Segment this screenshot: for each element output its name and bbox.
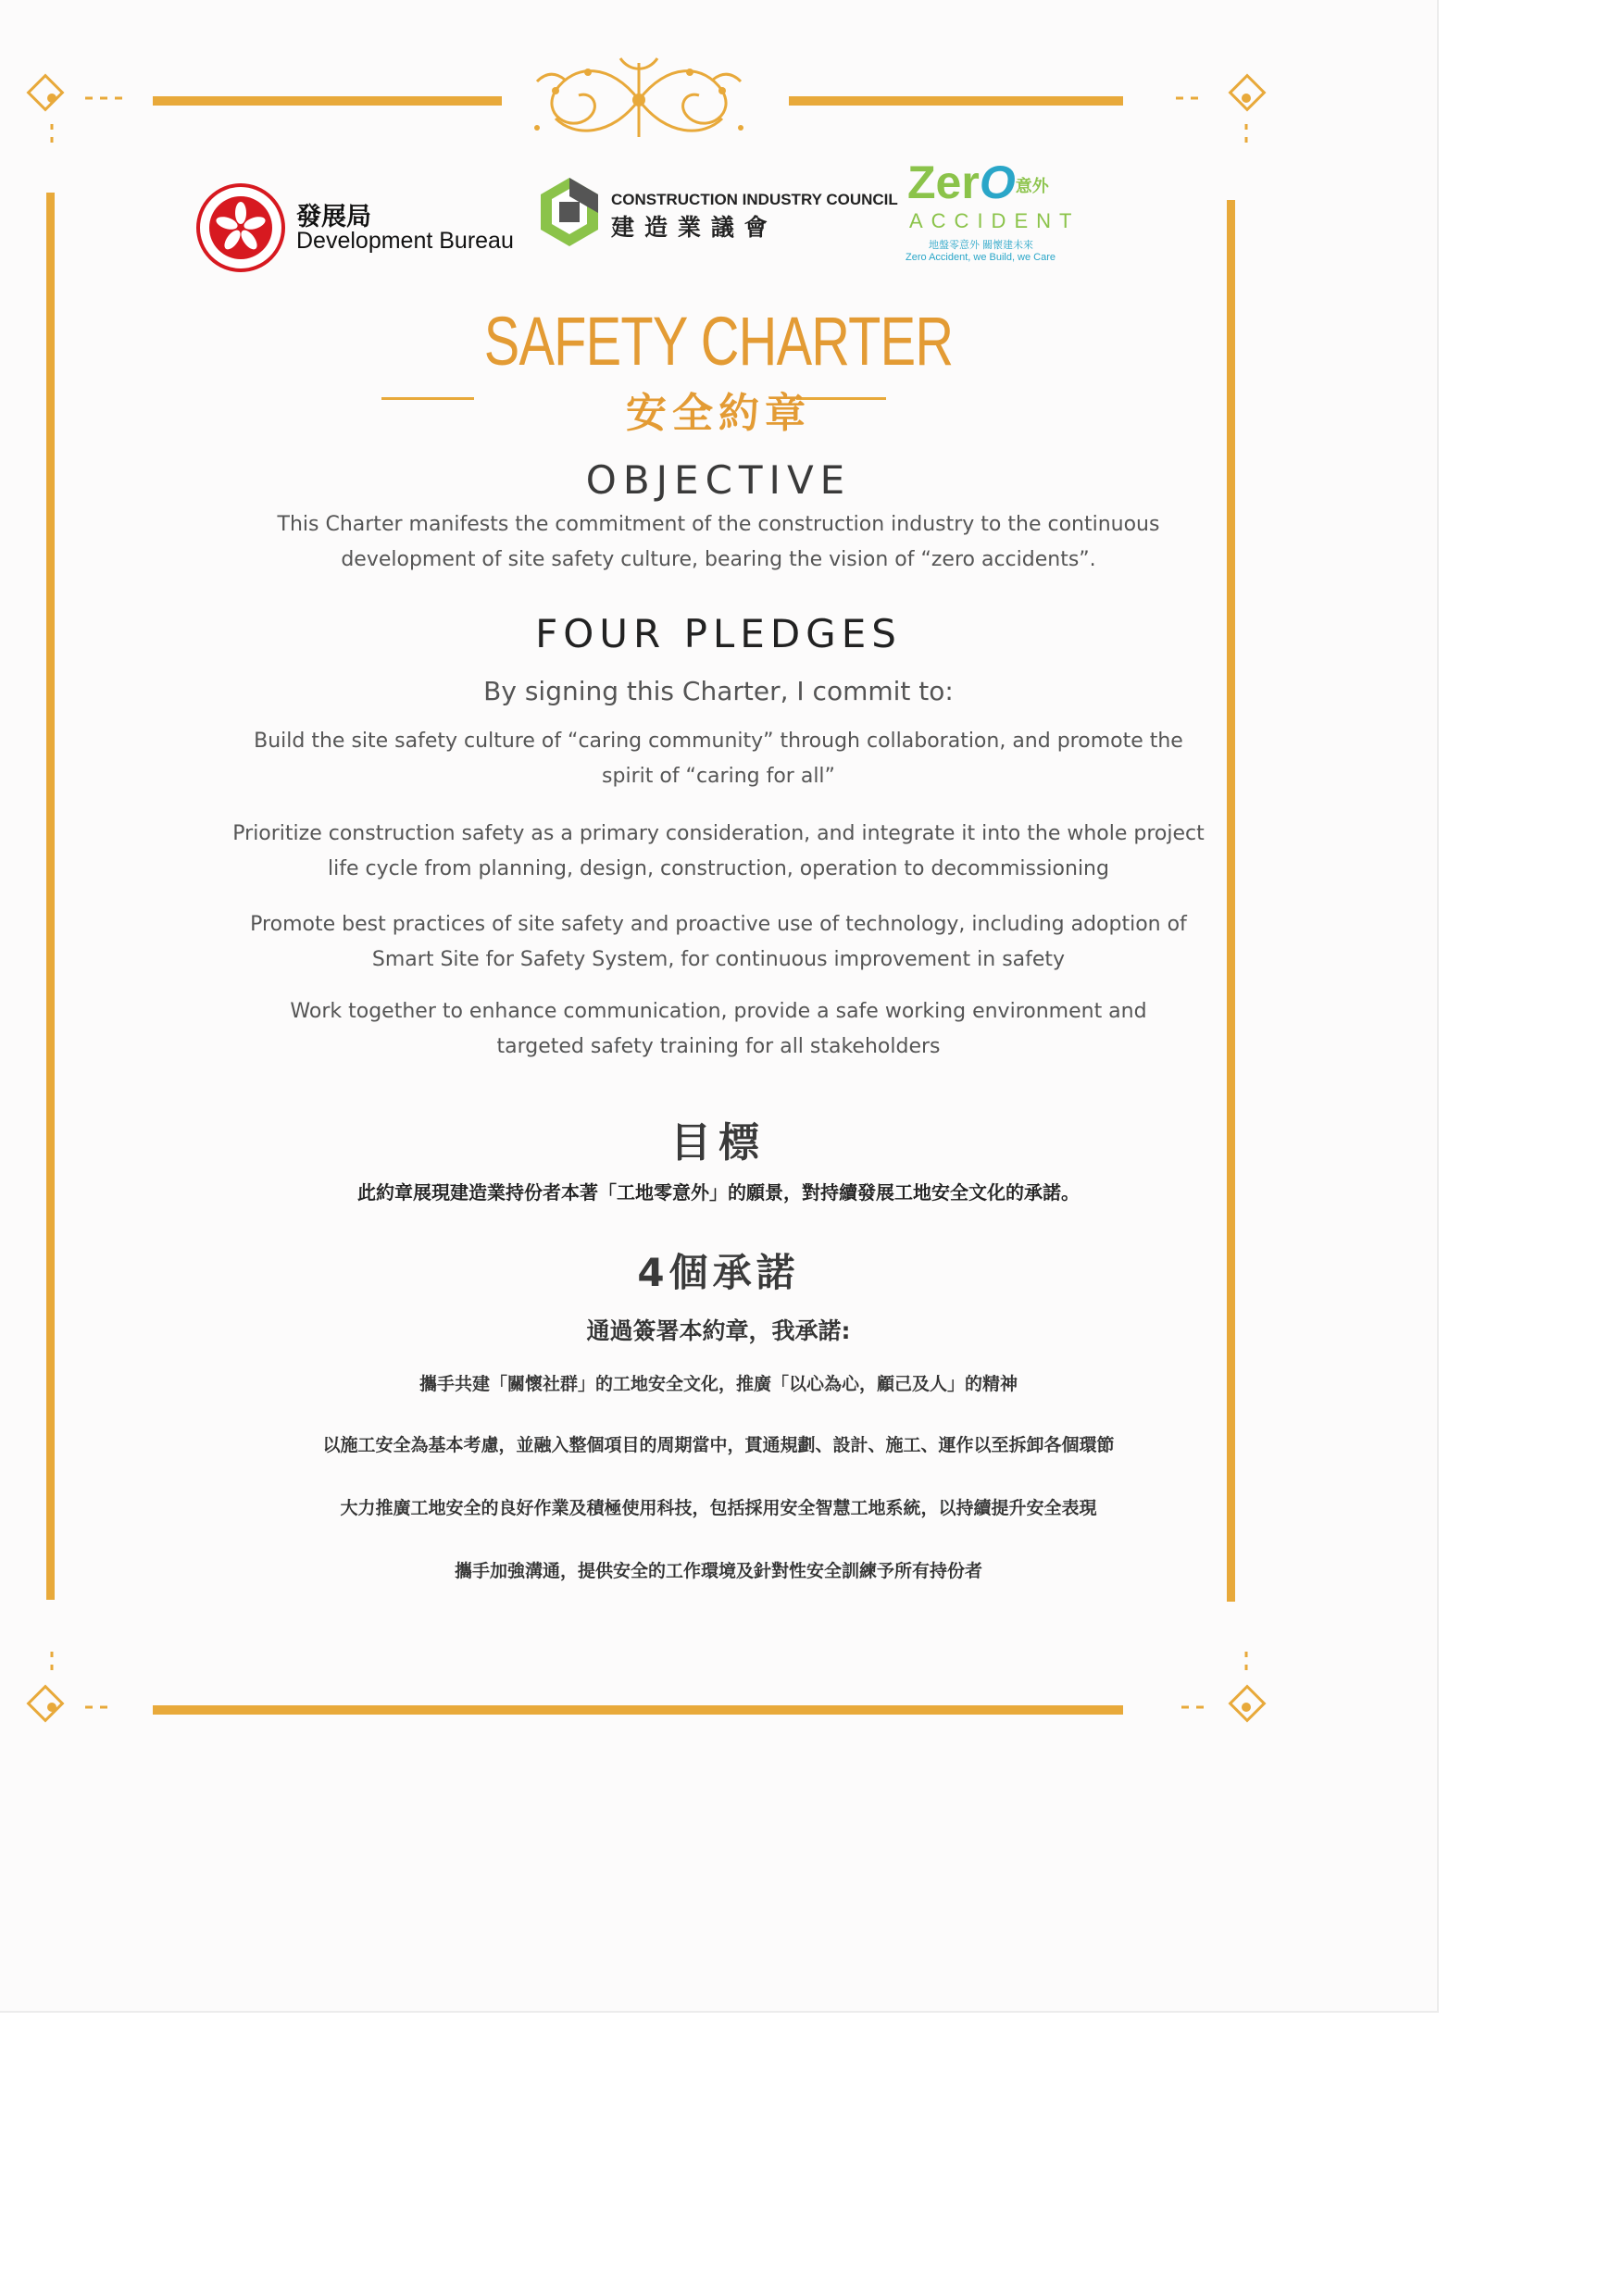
floral-ornament-icon <box>518 44 759 156</box>
title-en: SAFETY CHARTER <box>483 303 954 380</box>
pledge-item <box>0 724 1437 794</box>
pledge-item-zh: 大力推廣工地安全的良好作業及積極使用科技，包括採用安全智慧工地系統，以持續提升安全表現 <box>340 1498 1097 1518</box>
pledges-intro: By signing this Charter, I commit to: <box>483 676 954 706</box>
pledge-line: Work together to enhance communication, provide a safe working environment and <box>290 1000 1147 1023</box>
zero-tag-zh: 意外 <box>1015 176 1049 195</box>
bottom-rule <box>153 1705 1123 1715</box>
objective-line: development of site safety culture, bearing the vision of “zero accidents”. <box>341 548 1096 571</box>
devb-name-en: Development Bureau <box>296 228 514 254</box>
corner-diamond-icon <box>1157 1641 1278 1733</box>
pledge-line: Promote best practices of site safety and proactive use of technology, including adoption of <box>250 913 1187 936</box>
pledge-item-zh: 攜手共建「關懷社群」的工地安全文化，推廣「以心為心，顧己及人」的精神 <box>418 1374 1018 1394</box>
pledge-line: life cycle from planning, design, construction, operation to decommissioning <box>328 857 1109 880</box>
zero-logo-word <box>907 156 1049 209</box>
pledge-item-zh: 攜手加強溝通，提供安全的工作環境及針對性安全訓練予所有持份者 <box>454 1561 982 1581</box>
pledge-line: Build the site safety culture of “caring community” through collaboration, and promote the <box>254 730 1183 753</box>
zero-slogan-en: Zero Accident, we Build, we Care <box>906 252 1056 263</box>
cic-name-en: CONSTRUCTION INDUSTRY COUNCIL <box>611 191 898 208</box>
objective-text-zh: 此約章展現建造業持份者本著「工地零意外」的願景，對持續發展工地安全文化的承諾。 <box>357 1181 1080 1204</box>
objective-heading-zh: 目標 <box>670 1119 767 1167</box>
pledge-item <box>0 907 1437 978</box>
pledge-item <box>0 994 1437 1065</box>
pledge-item-zh: 以施工安全為基本考慮，並融入整個項目的周期當中，貫通規劃、設計、施工、運作以至拆卸各個環節 <box>322 1435 1115 1455</box>
zero-word2: ACCIDENT <box>909 209 1081 232</box>
pledge-line: Smart Site for Safety System, for continuous improvement in safety <box>371 948 1066 971</box>
hksar-emblem-icon <box>194 181 287 274</box>
pledge-item <box>0 817 1437 887</box>
corner-diamond-icon <box>1157 63 1278 156</box>
pledge-line: spirit of “caring for all” <box>602 765 835 788</box>
corner-diamond-icon <box>20 1641 141 1733</box>
top-rule-left <box>153 96 502 106</box>
zero-slogan-zh: 地盤零意外 關懷建未來 <box>929 240 1034 251</box>
objective-text <box>0 507 1437 578</box>
pledge-line: targeted safety training for all stakeholders <box>496 1035 941 1058</box>
objective-heading: OBJECTIVE <box>585 457 852 503</box>
devb-name-zh: 發展局 <box>296 203 371 231</box>
objective-line: This Charter manifests the commitment of the construction industry to the continuous <box>277 513 1160 536</box>
zero-mark: O <box>979 156 1016 208</box>
zero-word: Zer <box>907 156 980 208</box>
cic-logo-icon <box>539 176 600 250</box>
top-rule-right <box>789 96 1123 106</box>
pledges-intro-zh: 通過簽署本約章，我承諾: <box>586 1317 851 1344</box>
cic-name-zh: 建 造 業 議 會 <box>611 215 769 241</box>
pledges-heading: FOUR PLEDGES <box>535 611 902 656</box>
title-zh: 安全約章 <box>626 390 811 437</box>
pledge-line: Prioritize construction safety as a primary consideration, and integrate it into the whole project <box>232 822 1205 845</box>
pledges-heading-zh: 4個承諾 <box>637 1250 800 1295</box>
corner-diamond-icon <box>20 63 141 156</box>
